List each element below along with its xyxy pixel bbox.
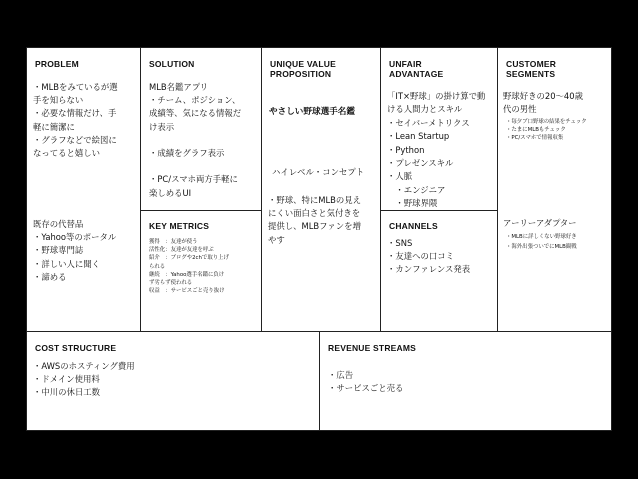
unfair-advantage-title: UNFAIR ADVANTAGE bbox=[389, 59, 444, 79]
solution-title: SOLUTION bbox=[149, 59, 195, 69]
revenue-streams-title: REVENUE STREAMS bbox=[328, 343, 417, 353]
key-metrics-title: KEY METRICS bbox=[149, 221, 210, 231]
cost-structure-items: ・AWSのホスティング費用 ・ドメイン使用料 ・中川の休日工数 bbox=[33, 361, 135, 398]
solution-items: MLB名鑑アプリ ・チーム、ポジション、 成績等、気になる情報だ け表示 ・成績をグラフ表示 ・PC/スマホ両方手軽に 楽しめるUI bbox=[149, 82, 242, 198]
channels-cell bbox=[380, 210, 498, 332]
problem-alternatives: 既存の代替品 ・Yahoo等のポータル ・野球専門誌 ・詳しい人に聞く ・諦める bbox=[33, 219, 117, 282]
early-adopter-label: アーリーアダプター bbox=[503, 218, 577, 228]
customer-segments-cell bbox=[497, 47, 612, 332]
customer-segments-main: 野球好きの20〜40歳 代の男性 bbox=[503, 91, 583, 115]
revenue-streams-items: ・広告 ・サービスごと売る bbox=[328, 370, 404, 394]
uvp-title: UNIQUE VALUE PROPOSITION bbox=[270, 59, 336, 79]
problem-items: ・MLBをみているが選 手を知らない ・必要な情報だけ、手 軽に簡潔に ・グラフなどで絵図に なってると嬉しい bbox=[33, 82, 118, 159]
key-metrics-items: 獲得 ：友達が使う 活性化：友達が友達を呼ぶ 紹介 ：ブログや2chで取り上げ られる 継続 ：Yahoo選手名鑑に負け ず劣らず使われる 収益 ：サービスごと売り抜け bbox=[149, 239, 229, 295]
problem-title: PROBLEM bbox=[35, 59, 79, 69]
uvp-description: ・野球、特にMLBの見え にくい面白さと気付きを 提供し、MLBファンを増 やす bbox=[268, 195, 362, 245]
solution-cell bbox=[140, 47, 262, 211]
cost-structure-title: COST STRUCTURE bbox=[35, 343, 117, 353]
early-adopter-items: ・MLBに詳しくない野球好き ・海外出張ついでにMLB観戦 bbox=[506, 234, 577, 250]
channels-title: CHANNELS bbox=[389, 221, 438, 231]
problem-cell bbox=[26, 47, 141, 332]
revenue-streams-cell bbox=[319, 331, 612, 431]
unfair-advantage-items: 「IT×野球」の掛け算で動 ける人間力とスキル ・セイバーメトリクス ・Lean Startup ・Python ・プレゼンスキル ・人脈 ・エンジニア ・野球界隈 bbox=[387, 91, 486, 209]
lean-canvas bbox=[26, 47, 612, 431]
channels-items: ・SNS ・友達への口コミ ・カンファレンス発表 bbox=[387, 238, 471, 275]
uvp-headline: やさしい野球選手名鑑 bbox=[269, 107, 355, 117]
uvp-cell bbox=[261, 47, 381, 332]
cost-structure-cell bbox=[26, 331, 320, 431]
customer-segments-title: CUSTOMER SEGMENTS bbox=[506, 59, 557, 79]
key-metrics-cell bbox=[140, 210, 262, 332]
customer-segments-sub: ・毎夕ブ口野球の結果をチェック ・たまにMLBもチェック ・PC/スマホで情報収集 bbox=[506, 119, 587, 142]
uvp-high-level-label: ハイレベル・コンセプト bbox=[272, 167, 365, 177]
unfair-advantage-cell bbox=[380, 47, 498, 211]
